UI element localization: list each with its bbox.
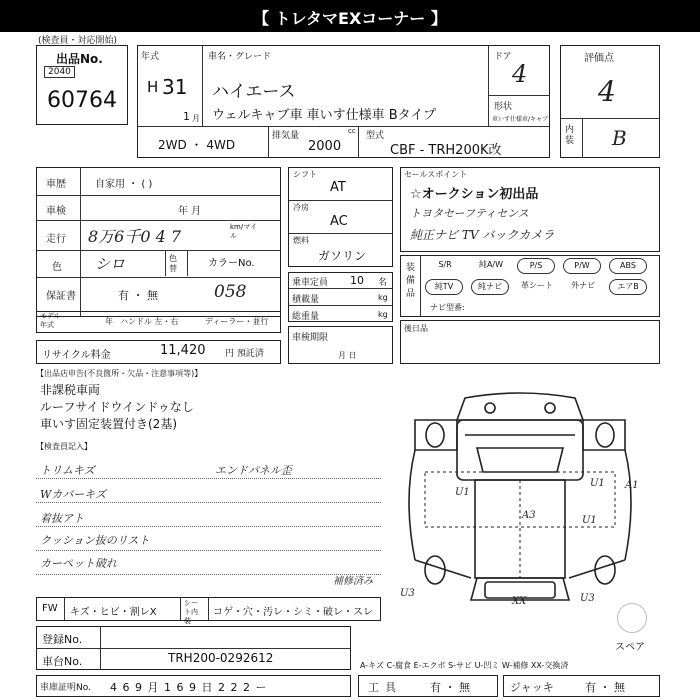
fuel-value: ガソリン (318, 249, 367, 263)
notes-line-2: ルーフサイドウインドゥなし (40, 400, 194, 414)
capacity-value: 10 (350, 274, 364, 287)
displacement-value: 2000 (308, 139, 342, 154)
displacement-unit: cc (348, 127, 356, 135)
warranty-value: 有 ・ 無 (118, 289, 158, 302)
color-change-label: 色替 (169, 254, 177, 273)
equipment-item: 純TV (425, 279, 463, 295)
period-unit: 月 日 (338, 351, 357, 360)
color-label: 色 (52, 262, 62, 273)
jack-value: 有 ・ 無 (585, 681, 625, 694)
damage-legend: A-キズ C-腐食 E-エクボ S-サビ U-凹ミ W-補修 XX-交換済 (360, 661, 569, 670)
top-note: (検査員・対応開始) (38, 36, 118, 46)
registration-label: 登録No. (42, 633, 83, 646)
damage-mark-5: U1 (590, 478, 605, 489)
year-label: 年式 (141, 52, 160, 62)
equipment-item: P/W (563, 258, 601, 274)
equipment-item: P/S (517, 258, 555, 274)
header-title: 【 トレタマEXコーナー 】 (253, 9, 447, 28)
seat-label: シート内装 (184, 599, 198, 625)
damage-mark-3: A1 (625, 480, 639, 491)
model-value: CBF - TRH200K改 (390, 143, 502, 158)
drive-options: 2WD ・ 4WD (158, 138, 236, 152)
jack-label: ジャッキ (510, 681, 554, 694)
displacement-label: 排気量 (272, 131, 300, 141)
fw-codes: キズ・ヒビ・割レX (70, 607, 157, 618)
damage-mark-6: U3 (400, 588, 415, 599)
fuel-label: 燃料 (293, 236, 309, 245)
recycle-unit: 円 預託済 (225, 349, 264, 359)
weight-unit: kg (378, 310, 388, 319)
after-label: 後日品 (404, 324, 428, 333)
year-era: H (147, 78, 159, 96)
mileage-label: 走行 (46, 234, 66, 245)
notes-label: 【出品店申告(不良箇所・欠品・注意事項等)】 (36, 369, 203, 378)
equipment-item: 革シート (521, 281, 553, 290)
tools-label: 工具 (368, 681, 402, 694)
load-label: 積載量 (292, 295, 320, 305)
capacity-unit: 名 (378, 278, 388, 288)
inspector-line-2: Wカバーキズ (40, 488, 107, 501)
seat-codes: コゲ・穴・汚レ・シミ・破レ・スレ (213, 607, 373, 618)
sales-label: セールスポイント (404, 170, 468, 179)
notes-line-3: 車いす固定装置付き(2基) (40, 417, 177, 431)
handle-option: ハンドル 左・右 (120, 317, 179, 326)
door-label: ドア (494, 52, 512, 62)
mileage-unit: km/マイル (230, 223, 258, 240)
car-name: ハイエース (212, 82, 296, 102)
recycle-label: リサイクル料金 (42, 350, 111, 361)
ac-label: 冷房 (293, 203, 309, 212)
inspector-line-3: 着抜アト (40, 512, 84, 525)
car-grade: ウェルキャブ車 車いす仕様車 Bタイプ (212, 108, 437, 123)
notes-line-1: 非課税車両 (40, 383, 101, 397)
certificate-value: 4 6 9 月 1 6 9 日 2 2 2 ー (110, 681, 268, 694)
shift-label: シフト (293, 170, 317, 179)
color-no-label: カラーNo. (208, 258, 255, 269)
car-label: 車名・グレード (208, 52, 272, 62)
inspector-right-note: エンドパネル歪 (215, 464, 292, 477)
year-value: 31 (162, 75, 188, 99)
sales-line2: トヨタセーフティセンス (410, 207, 529, 220)
equipment-label: 装備品 (406, 263, 416, 299)
car-damage-diagram (395, 380, 665, 615)
lot-label: 出品No. (56, 52, 103, 66)
door-value: 4 (512, 60, 528, 88)
damage-mark-8: U3 (580, 593, 595, 604)
equipment-item: S/R (438, 260, 452, 269)
lot-number: 60764 (47, 88, 117, 113)
period-label: 車検期限 (292, 333, 329, 343)
inspector-label: 【検査員記入】 (36, 442, 92, 451)
inspector-line-1: トリムキズ (40, 464, 95, 477)
load-unit: kg (378, 293, 388, 302)
interior-value: B (612, 126, 627, 150)
model-label: 型式 (366, 131, 385, 141)
damage-mark-1: U1 (455, 487, 470, 498)
inspector-corner-note: 補修済み (333, 576, 373, 587)
weight-label: 総重量 (292, 312, 320, 322)
inspector-line-4: クッション抜のリスト (40, 534, 150, 547)
rating-label: 評価点 (584, 53, 614, 64)
shift-value: AT (330, 180, 346, 195)
equipment-item: 純ナビ (471, 279, 509, 295)
year-month: 1 (183, 110, 190, 123)
lot-sub: 2040 (44, 66, 75, 78)
rating-value: 4 (598, 75, 616, 108)
mileage-value: 8万6千0 4 7 (88, 227, 182, 246)
after-box (400, 320, 660, 364)
equipment-item: ABS (609, 258, 647, 274)
damage-mark-4: A3 (522, 510, 536, 521)
equipment-item: 外ナビ (571, 281, 595, 290)
recycle-value: 11,420 (160, 343, 206, 358)
equipment-item: 純A/W (478, 260, 504, 269)
year-month-unit: 月 (192, 114, 200, 123)
sales-line3: 純正ナビ TV バックカメラ (410, 228, 555, 242)
model-year-unit: 年 (105, 317, 113, 326)
navi-label: ナビ型番: (430, 303, 465, 312)
shape-label: 形状 (494, 102, 513, 112)
chassis-label: 車台No. (42, 655, 83, 668)
history-label: 車歴 (46, 179, 66, 190)
color-value: シロ (95, 255, 126, 273)
capacity-label: 乗車定員 (292, 278, 329, 288)
inspection-value: 年 月 (178, 206, 202, 217)
dealer-option: ディーラー・並行 (205, 317, 269, 326)
inspector-line-5: カーペット破れ (40, 557, 117, 570)
fw-label: FW (42, 603, 58, 614)
shape-note: 車いす仕様車/キャブ (492, 116, 549, 123)
warranty-label: 保証書 (46, 291, 76, 302)
equipment-item: エアB (609, 279, 647, 295)
damage-mark-2: U1 (582, 515, 597, 526)
inspection-label: 車検 (46, 206, 66, 217)
ac-value: AC (330, 214, 348, 229)
damage-mark-7: XX (512, 596, 527, 607)
history-value: 自家用 ・ ( ) (95, 179, 153, 190)
model-year-label: モデル年式 (40, 312, 61, 329)
sales-line1: ☆オークション初出品 (410, 187, 539, 202)
spare-label: スペア (615, 642, 645, 653)
tools-value: 有 ・ 無 (430, 681, 470, 694)
certificate-label: 車庫証明No. (40, 683, 91, 693)
spare-tire-icon (617, 603, 647, 633)
color-number: 058 (214, 282, 247, 302)
interior-label: 内装 (565, 125, 575, 146)
chassis-value: TRH200-0292612 (168, 651, 274, 665)
